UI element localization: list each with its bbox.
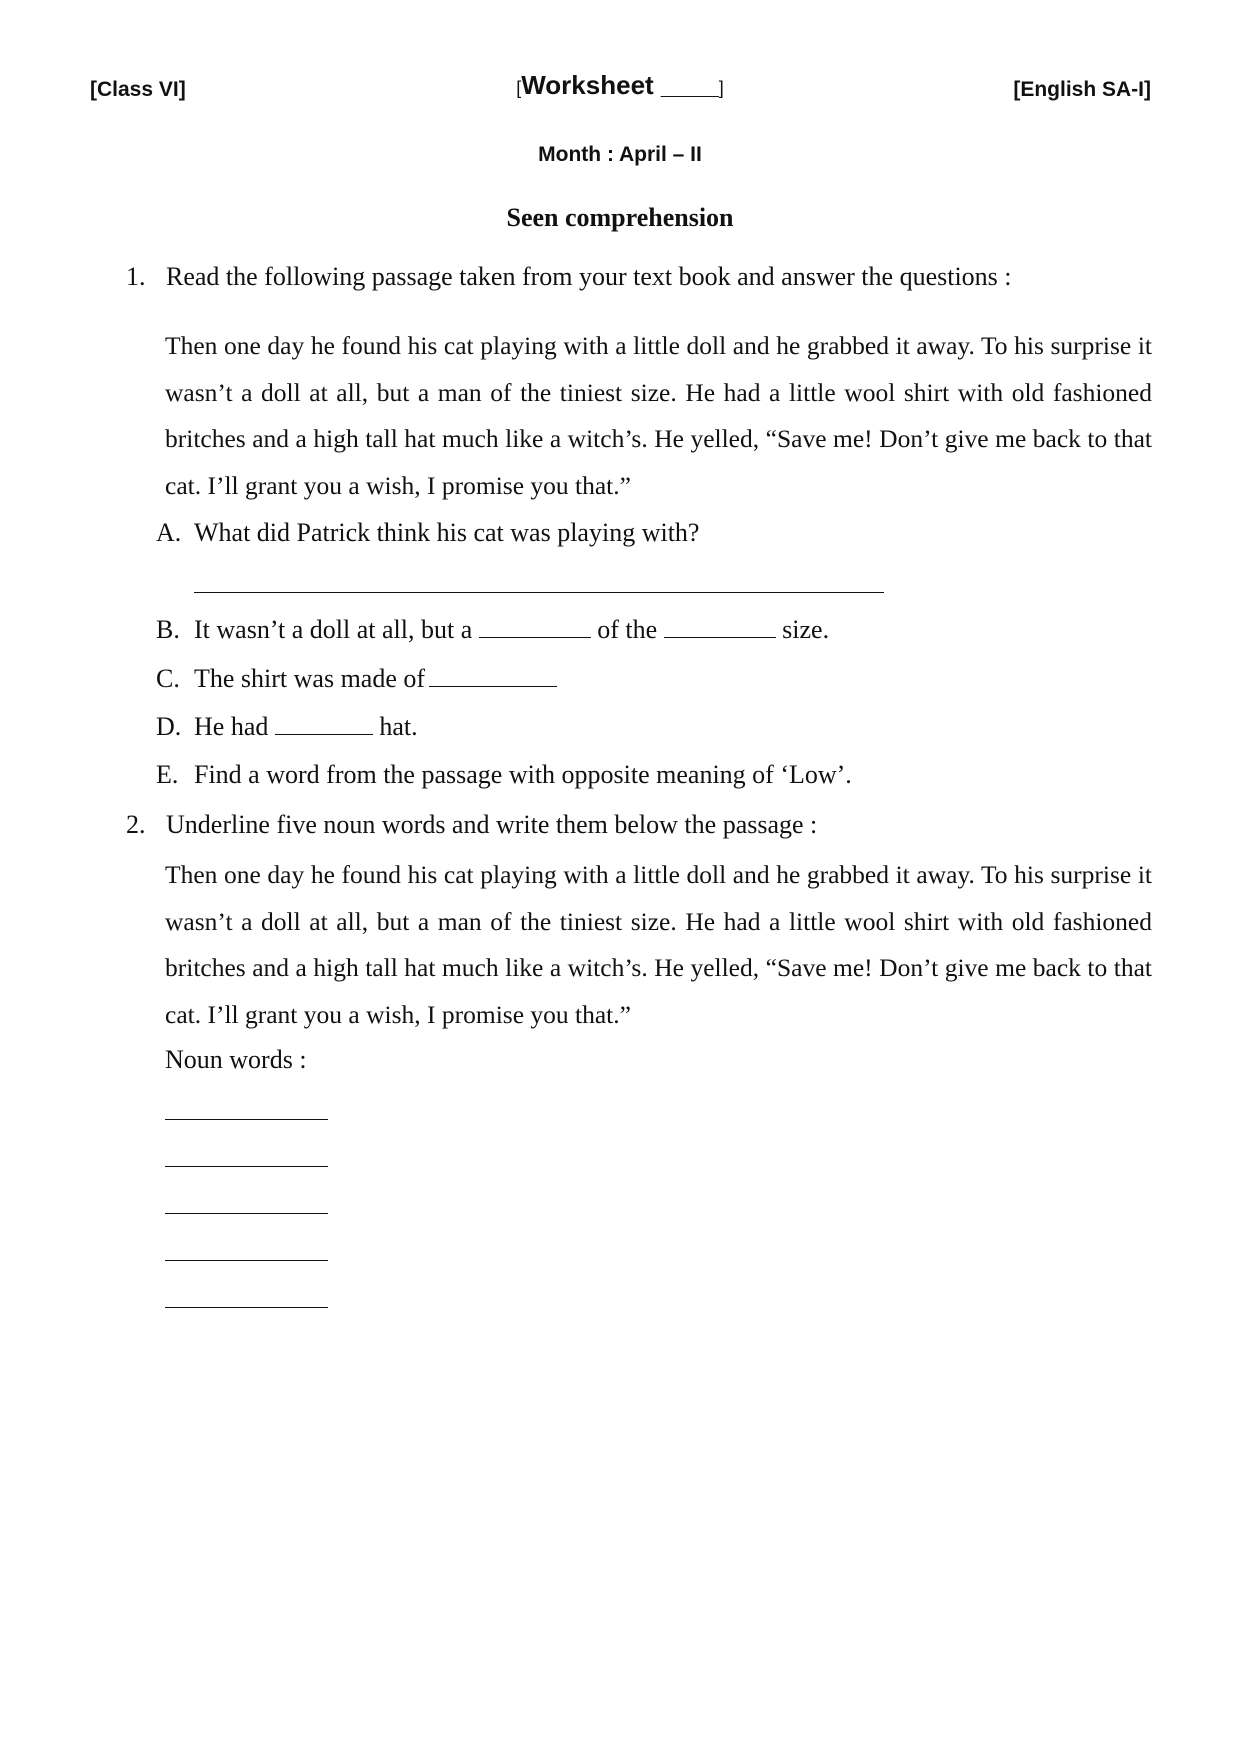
answer-line-a[interactable] xyxy=(194,591,884,593)
sub-question-c xyxy=(156,664,557,694)
sub-text: What did Patrick think his cat was playing with? xyxy=(194,518,700,547)
sub-text-part1: It wasn’t a doll at all, but a xyxy=(194,615,473,644)
noun-answer-line-2[interactable] xyxy=(165,1165,328,1167)
sub-letter: A. xyxy=(156,518,182,547)
sub-text-part2: hat. xyxy=(379,712,418,741)
month-label: Month : April – II xyxy=(538,143,702,166)
sub-letter: D. xyxy=(156,712,182,741)
sub-text-part1: He had xyxy=(194,712,269,741)
bracket-close: ] xyxy=(718,78,724,98)
sub-text: The shirt was made of xyxy=(194,664,426,693)
blank-b2[interactable] xyxy=(664,615,776,638)
noun-words-label: Noun words : xyxy=(165,1045,307,1074)
question-text: Underline five noun words and write them below the passage : xyxy=(166,810,818,839)
sub-letter: B. xyxy=(156,615,180,644)
blank-d[interactable] xyxy=(275,712,373,735)
question-2 xyxy=(126,810,817,840)
sub-question-e xyxy=(156,760,852,790)
sub-question-b xyxy=(156,615,829,645)
noun-answer-line-4[interactable] xyxy=(165,1259,328,1261)
subject-label: [English SA-I] xyxy=(1013,78,1151,101)
sub-letter: E. xyxy=(156,760,179,789)
passage-2: Then one day he found his cat playing with a little doll and he grabbed it away. To his surprise it wasn’t a doll at all, but a man of the tiniest size. He had a little wool shirt with old fashioned britches and a high tall hat much like a witch’s. He yelled, “Save me! Don’t give me back to that cat. I’ll grant you a wish, I promise you that.” xyxy=(165,860,1152,1029)
noun-answer-line-5[interactable] xyxy=(165,1306,328,1308)
sub-text: Find a word from the passage with opposite meaning of ‘Low’. xyxy=(194,760,852,789)
question-number: 2. xyxy=(126,810,146,839)
worksheet-label: Worksheet ____ xyxy=(521,70,719,100)
sub-question-d xyxy=(156,712,418,742)
sub-question-a xyxy=(156,518,699,548)
bracket-open: [ xyxy=(516,78,522,98)
section-title: Seen comprehension xyxy=(506,203,734,232)
question-1 xyxy=(126,262,1012,292)
passage-1: Then one day he found his cat playing with a little doll and he grabbed it away. To his surprise it wasn’t a doll at all, but a man of the tiniest size. He had a little wool shirt with old fashioned britches and a high tall hat much like a witch’s. He yelled, “Save me! Don’t give me back to that cat. I’ll grant you a wish, I promise you that.” xyxy=(165,331,1152,500)
sub-text-part3: size. xyxy=(782,615,830,644)
blank-b1[interactable] xyxy=(479,615,591,638)
sub-text-part2: of the xyxy=(597,615,658,644)
noun-answer-line-3[interactable] xyxy=(165,1212,328,1214)
question-number: 1. xyxy=(126,262,146,291)
sub-letter: C. xyxy=(156,664,180,693)
question-text: Read the following passage taken from your text book and answer the questions : xyxy=(166,262,1012,291)
blank-c[interactable] xyxy=(429,664,557,687)
noun-answer-line-1[interactable] xyxy=(165,1118,328,1120)
class-label: [Class VI] xyxy=(90,78,186,101)
